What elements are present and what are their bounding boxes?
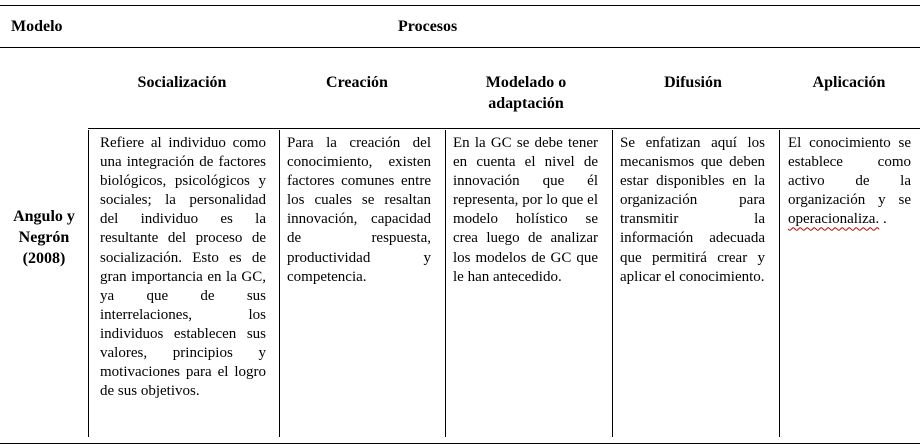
column-title-creacion: Creación — [326, 74, 388, 91]
column-separator — [445, 130, 446, 437]
column-separator — [612, 130, 613, 437]
cell-modelado: En la GC se debe tener en cuenta el nivel de innovación que él representa, por lo que el modelo holístico se crea luego de analizar los modelos de GC que le han antecedido. — [453, 135, 598, 285]
subheader-rule — [88, 128, 920, 129]
header-rule — [0, 47, 920, 48]
bottom-rule — [0, 443, 920, 444]
column-title-modelado: Modelado o adaptación — [485, 74, 567, 112]
aplicacion-tail: . — [879, 211, 887, 228]
column-separator — [279, 130, 280, 437]
column-separator — [88, 130, 89, 437]
top-rule — [0, 5, 920, 6]
column-title-difusion: Difusión — [664, 74, 722, 91]
column-separator — [779, 130, 780, 437]
column-title-aplicacion: Aplicación — [812, 74, 886, 91]
spellcheck-word: operacionaliza. — [788, 211, 880, 228]
procesos-header: Procesos — [398, 18, 458, 35]
cell-socializacion: Refiere al individuo como una integración de factores biológicos, psicológicos y sociales; la personalidad del individuo es la resultante del proceso de socialización. Esto es de gran importancia en la GC, ya que de sus interrelaciones, los individuos establecen sus valores, principios y motivaciones para el logro de sus objetivos. — [100, 135, 266, 400]
cell-difusion: Se enfatizan aquí los mecanismos que deben estar disponibles en la organización para transmitir la información adecuada que permitirá crear y aplicar el conocimiento. — [620, 135, 765, 285]
column-title-socializacion: Socialización — [137, 74, 227, 91]
cell-aplicacion — [788, 134, 911, 229]
aplicacion-text: El conocimiento se establece como activo de la organización y se — [788, 135, 911, 209]
cell-creacion: Para la creación del conocimiento, existen factores comunes entre los cuales se resaltan innovación, capacidad de respuesta, productividad y competencia. — [287, 135, 431, 285]
modelo-header: Modelo — [11, 18, 63, 35]
author-cell: Angulo y Negrón (2008) — [13, 208, 75, 267]
